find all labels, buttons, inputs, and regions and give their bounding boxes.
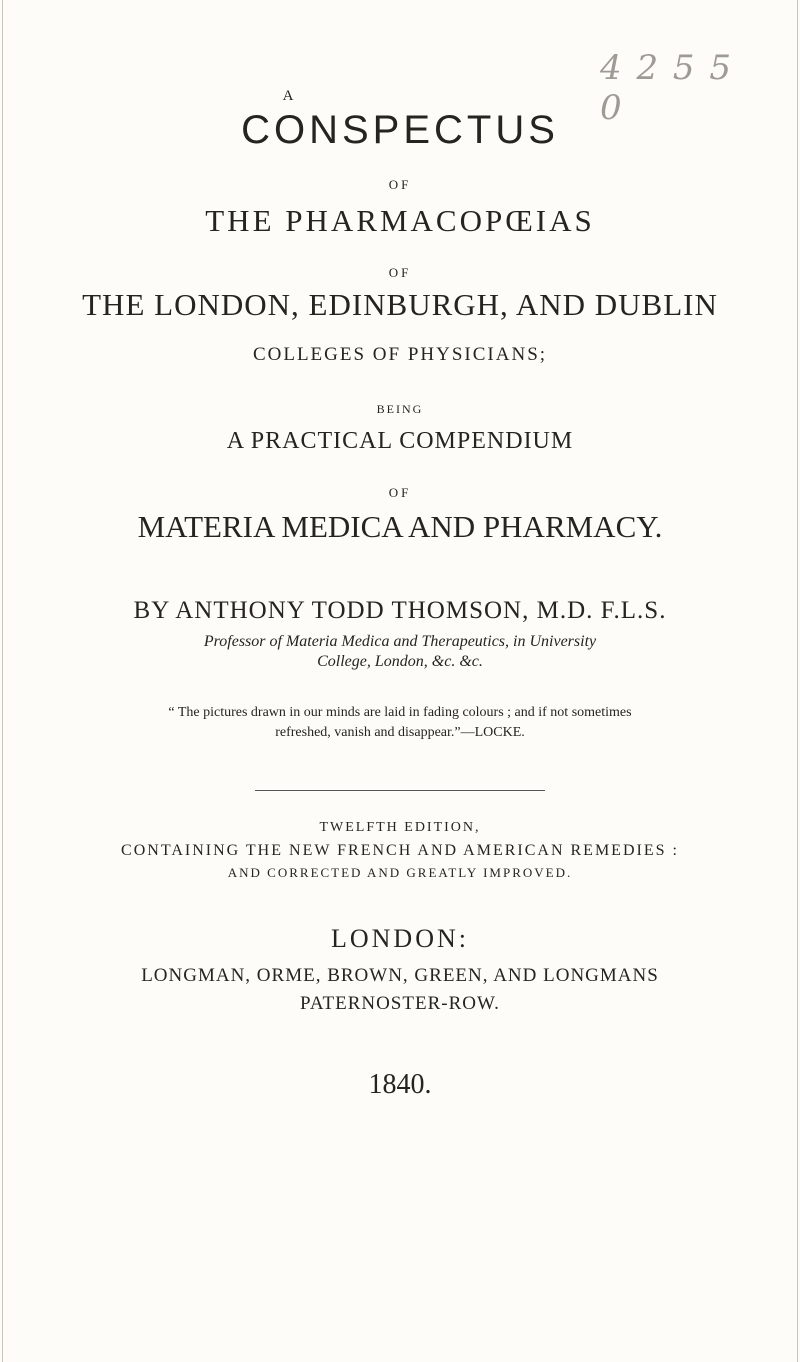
author-title-line-2: College, London, &c. &c. [317,653,483,670]
main-title: CONSPECTUS [241,108,559,152]
epigraph-line-1: “ The pictures drawn in our minds are laid in fading colours ; and if not sometimes [168,705,632,720]
description-line-2: MATERIA MEDICA AND PHARMACY. [137,509,663,544]
imprint-place: LONDON: [331,924,469,953]
contents-line-2: AND CORRECTED AND GREATLY IMPROVED. [227,865,573,880]
author-title-line-1: Professor of Materia Medica and Therapeutics, in University [203,633,597,650]
being-connector: BEING [376,402,424,416]
contents-line-1: CONTAINING THE NEW FRENCH AND AMERICAN REMEDIES : [121,842,679,859]
handwritten-annotation: 4 2 5 5 0 [600,48,733,128]
colleges-line-1: THE LONDON, EDINBURGH, AND DUBLIN [82,287,718,322]
publication-year: 1840. [368,1069,432,1100]
author-line: BY ANTHONY TODD THOMSON, M.D. F.L.S. [133,597,667,624]
publisher-line-1: LONGMAN, ORME, BROWN, GREEN, AND LONGMANS [141,965,659,986]
of-connector-2: OF [388,265,412,280]
article: A [282,88,294,104]
colleges-line-2: COLLEGES OF PHYSICIANS; [252,344,548,365]
edition-line: TWELFTH EDITION, [319,820,481,835]
divider-rule [255,790,545,791]
of-connector-3: OF [388,485,412,500]
of-connector-1: OF [388,177,412,192]
epigraph-line-2: refreshed, vanish and disappear.”—LOCKE. [275,725,525,740]
subject-line: THE PHARMACOPŒIAS [205,203,595,238]
description-line-1: A PRACTICAL COMPENDIUM [226,428,574,454]
publisher-line-2: PATERNOSTER-ROW. [300,993,500,1014]
